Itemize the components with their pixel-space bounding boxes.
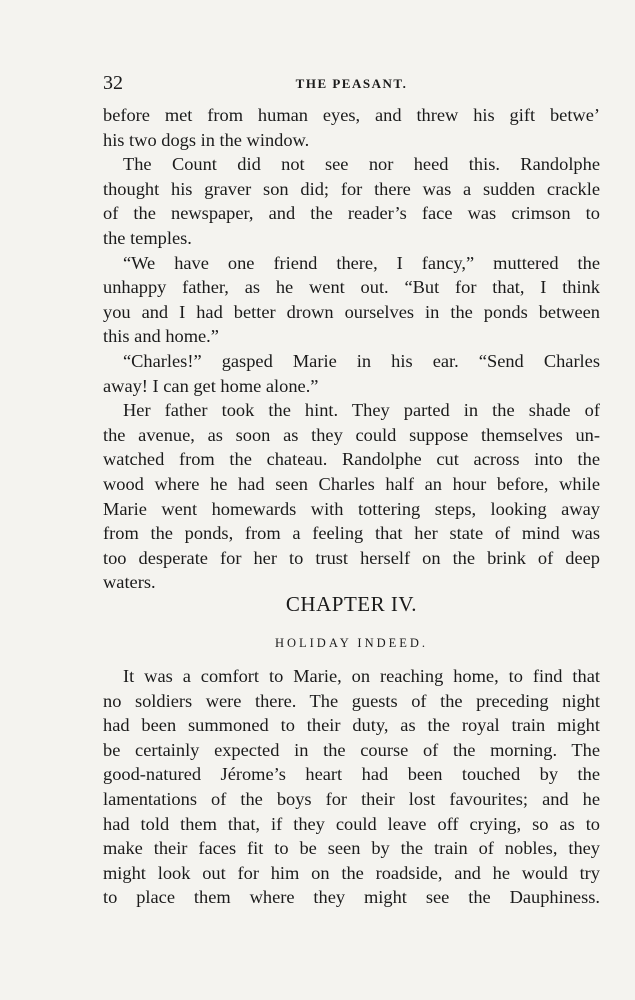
text-line: had told them that, if they could leave off crying, so as to: [103, 813, 600, 834]
text-line: no soldiers were there. The guests of the preceding night: [103, 690, 600, 711]
text-line: “We have one friend there, I fancy,” muttered the: [123, 252, 600, 273]
text-line: waters.: [103, 572, 156, 593]
text-line: good-natured Jérome’s heart had been touched by the: [103, 764, 600, 785]
text-line: away! I can get home alone.”: [103, 375, 319, 396]
text-line: wood where he had seen Charles half an hour before, while: [103, 473, 600, 494]
page-number: 32: [103, 72, 123, 94]
text-line: The Count did not see nor heed this. Randolphe: [123, 154, 600, 175]
chapter-title: CHAPTER IV.: [285, 592, 418, 616]
running-head: THE PEASANT.: [295, 76, 408, 91]
text-line: his two dogs in the window.: [103, 129, 310, 150]
page-header: [103, 72, 600, 98]
text-line: the avenue, as soon as they could suppose themselves un-: [103, 424, 600, 445]
text-line: before met from human eyes, and threw his gift betwe’: [103, 105, 600, 125]
text-line: be certainly expected in the course of the morning. The: [103, 739, 600, 760]
text-line: Marie went homewards with tottering steps, looking away: [103, 498, 600, 519]
text-line: lamentations of the boys for their lost favourites; and he: [103, 788, 600, 809]
text-line: of the newspaper, and the reader’s face was crimson to: [103, 203, 600, 224]
text-line: “Charles!” gasped Marie in his ear. “Send Charles: [123, 350, 600, 371]
text-line: too desperate for her to trust herself on the brink of deep: [103, 547, 600, 568]
text-line: watched from the chateau. Randolphe cut across into the: [103, 449, 600, 470]
text-line: thought his graver son did; for there was a sudden crackle: [103, 178, 600, 199]
text-line: this and home.”: [103, 326, 219, 347]
text-section-2: [103, 664, 600, 910]
text-line: to place them where they might see the Dauphiness.: [103, 887, 600, 908]
text-line: might look out for him on the roadside, and he would try: [103, 862, 600, 883]
text-section-1: [103, 103, 600, 595]
text-line: unhappy father, as he went out. “But for that, I think: [103, 277, 600, 298]
text-line: Her father took the hint. They parted in the shade of: [123, 400, 600, 421]
text-line: had been summoned to their duty, as the royal train might: [103, 715, 600, 736]
text-line: It was a comfort to Marie, on reaching home, to find that: [123, 666, 600, 686]
text-line: you and I had better drown ourselves in the ponds between: [103, 301, 600, 322]
text-line: from the ponds, from a feeling that her state of mind was: [103, 523, 600, 544]
text-line: the temples.: [103, 227, 192, 248]
text-line: make their faces fit to be seen by the train of nobles, they: [103, 838, 600, 859]
chapter-subtitle: HOLIDAY INDEED.: [274, 636, 429, 650]
